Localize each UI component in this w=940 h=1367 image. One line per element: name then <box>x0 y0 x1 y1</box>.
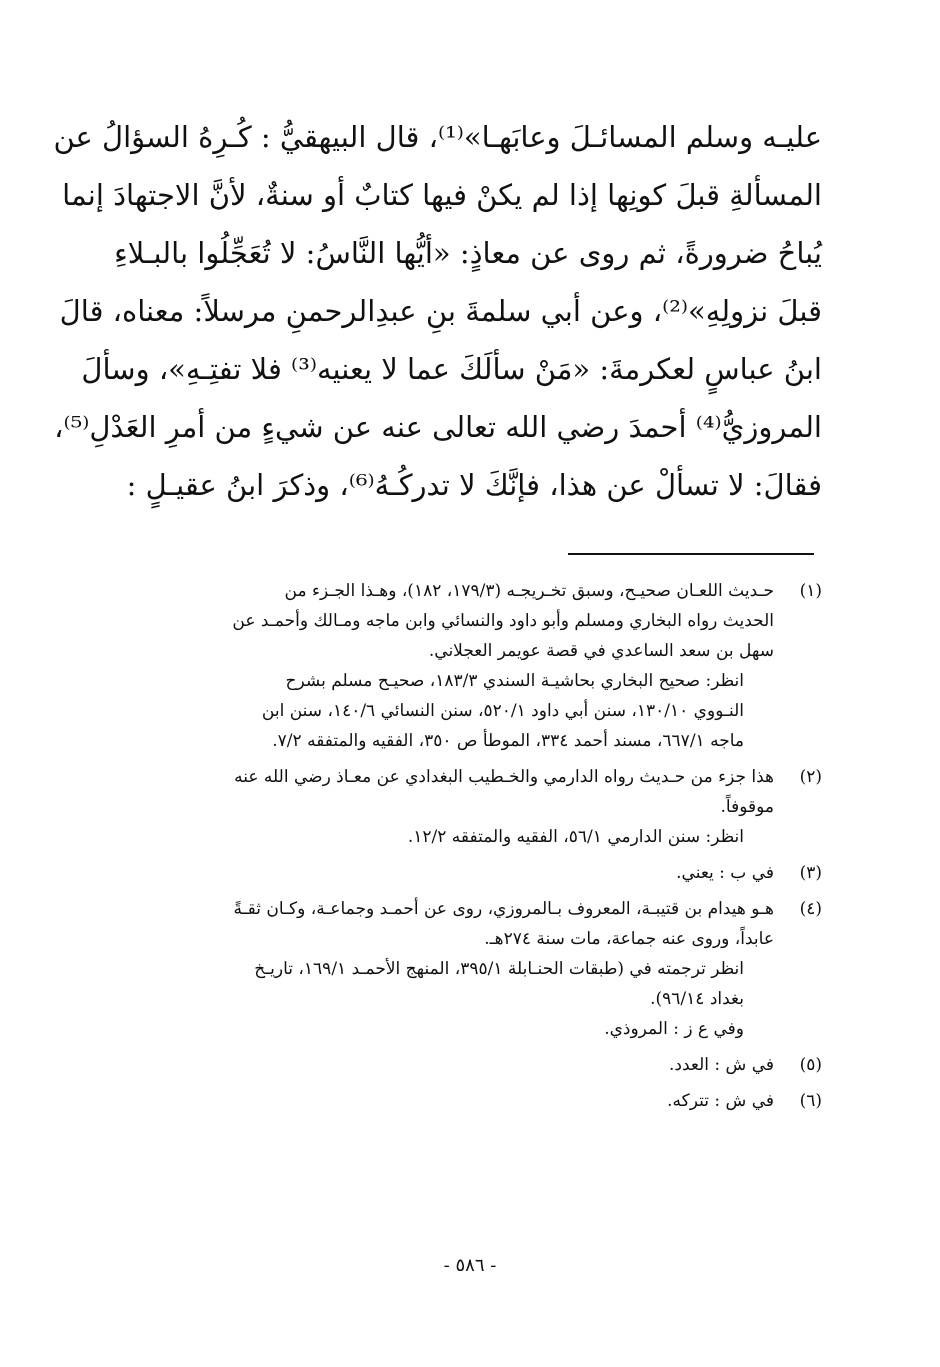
footnote-line: عابداً، وروى عنه جماعة، مات سنة ٢٧٤هـ. <box>484 929 774 949</box>
footnote-line: انظر: صحيح البخاري بحاشيـة السندي ١٨٣/٣، صحيـح مسلم بشرح <box>285 671 744 691</box>
main-text-line: عليـه وسلم المسائـلَ وعابَهـا»⁽¹⁾، قال البيهقيُّ : كُـرِهُ السؤالُ عن <box>53 120 822 154</box>
footnote-number: (٣) <box>799 863 822 883</box>
main-text-line: المسألةِ قبلَ كونِها إذا لم يكنْ فيها كتابٌ أو سنةٌ، لأنَّ الاجتهادَ إنما <box>62 178 822 212</box>
footnote-line: ماجه ٦٦٧/١، مسند أحمد ٣٣٤، الموطأ ص ٣٥٠، الفقيه والمتفقه ٧/٢. <box>272 731 744 751</box>
footnote-line: حـديث اللعـان صحيـح، وسبق تخـريجـه (١٧٩/٣، ١٨٢)، وهـذا الجـزء من <box>284 581 774 601</box>
main-text-line: يُباحُ ضرورةً، ثم روى عن معاذٍ: «أيُّها النَّاسُ: لا تُعَجِّلُوا بالبـلاءِ <box>114 236 822 270</box>
footnote-1 <box>122 576 822 756</box>
footnote-number: (٤) <box>799 899 822 919</box>
footnote-6 <box>122 1086 822 1116</box>
footnote-line: سهل بن سعد الساعدي في قصة عويمر العجلاني. <box>428 641 774 661</box>
footnote-5 <box>122 1050 822 1080</box>
main-text-line: قبلَ نزولِهِ»⁽²⁾، وعن أبي سلمةَ بنِ عبدِالرحمنِ مرسلاً: معناه، قالَ <box>59 294 822 328</box>
footnote-number: (٢) <box>799 767 822 787</box>
footnote-line: الحديث رواه البخاري ومسلم وأبو داود والنسائي وابن ماجه ومـالك وأحمـد عن <box>232 611 774 631</box>
footnote-number: (١) <box>799 581 822 601</box>
footnote-2 <box>122 762 822 852</box>
main-text-line: ابنُ عباسٍ لعكرمةَ: «مَنْ سألَكَ عما لا يعنيه⁽³⁾ فلا تفتِـهِ»، وسألَ <box>81 352 822 386</box>
main-text-line: فقالَ: لا تسألْ عن هذا، فإنَّكَ لا تدركُـهُ⁽⁶⁾، وذكرَ ابنُ عقيـلٍ : <box>126 468 822 502</box>
footnote-line: موقوفاً. <box>720 797 774 817</box>
footnotes-section <box>122 576 822 1122</box>
footnote-reference <box>122 666 774 756</box>
footnote-3 <box>122 858 822 888</box>
footnote-line: النـووي ١٣٠/١٠، سنن أبي داود ٥٢٠/١، سنن النسائي ١٤٠/٦، سنن ابن <box>261 701 744 721</box>
footnote-line: بغداد ٩٦/١٤). <box>650 989 744 1009</box>
footnote-number: (٥) <box>799 1055 822 1075</box>
footnote-line: في ب : يعني. <box>676 863 774 883</box>
footnote-4 <box>122 894 822 1044</box>
main-text-line: المروزيُّ⁽⁴⁾ أحمدَ رضي الله تعالى عنه عن شيءٍ من أمرِ العَدْلِ⁽⁵⁾، <box>54 410 822 444</box>
footnote-line: انظر: سنن الدارمي ٥٦/١، الفقيه والمتفقه ١٢/٢. <box>407 827 744 847</box>
footnote-line: في ش : العدد. <box>669 1055 774 1075</box>
page-number: - ٥٨٦ - <box>443 1255 497 1276</box>
footnote-number: (٦) <box>799 1091 822 1111</box>
footnote-line: وفي ع ز : المروذي. <box>604 1019 744 1039</box>
main-text-block <box>53 108 822 514</box>
footnote-reference <box>122 822 774 852</box>
footnote-line: انظر ترجمته في (طبقات الحنـابلة ٣٩٥/١، المنهج الأحمـد ١٦٩/١، تاريـخ <box>254 959 744 979</box>
footnote-line: في ش : تتركه. <box>667 1091 774 1111</box>
footnote-line: هـو هيدام بن قتيبـة، المعروف بـالمروزي، روى عن أحمـد وجماعـة، وكـان ثقـةً <box>233 899 774 919</box>
footnote-reference <box>122 954 774 1044</box>
footnote-line: هذا جزء من حـديث رواه الدارمي والخـطيب البغدادي عن معـاذ رضي الله عنه <box>234 767 774 787</box>
footnote-separator <box>568 553 814 555</box>
